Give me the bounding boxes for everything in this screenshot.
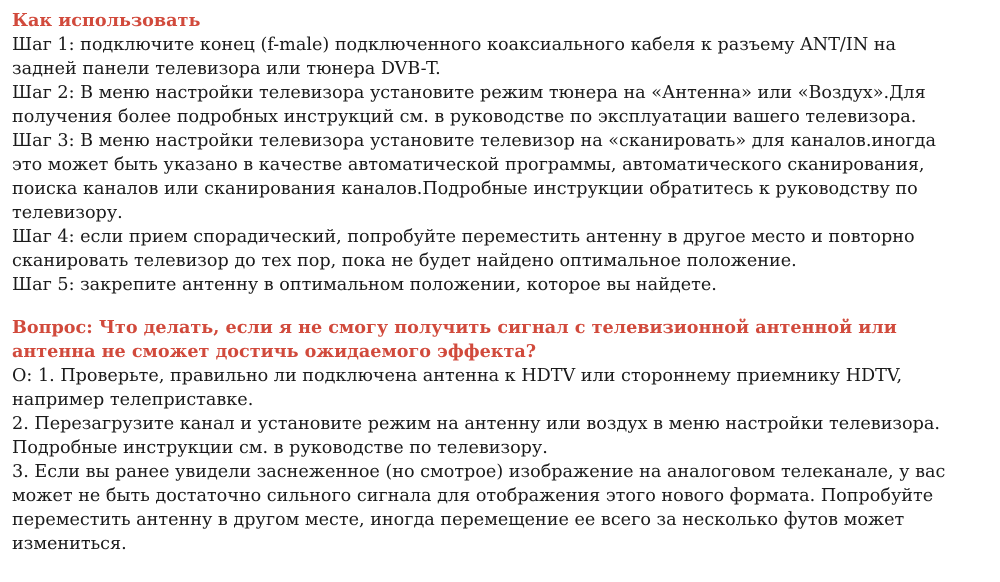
text-line: Шаг 2: В меню настройки телевизора установите режим тюнера на «Антенна» или «Воздух».Для — [12, 83, 926, 103]
section-spacer — [12, 297, 986, 316]
text-line: Шаг 5: закрепите антенну в оптимальном положении, которое вы найдете. — [12, 275, 717, 295]
how-to-use-section — [12, 9, 986, 297]
answer-line: измениться. — [12, 534, 127, 554]
text-line: сканировать телевизор до тех пор, пока не будет найдено оптимальное положение. — [12, 251, 797, 271]
text-line: Шаг 1: подключите конец (f-male) подключенного коаксиального кабеля к разъему ANT/IN на — [12, 35, 897, 55]
answer-line: 2. Перезагрузите канал и установите режим на антенну или воздух в меню настройки телевизора. — [12, 414, 940, 434]
answer-line: например телеприставке. — [12, 390, 254, 410]
text-line: получения более подробных инструкций см. в руководстве по эксплуатации вашего телевизора. — [12, 107, 917, 127]
text-line: Шаг 3: В меню настройки телевизора установите телевизор на «сканировать» для каналов.иногда — [12, 131, 936, 151]
answer-line: 3. Если вы ранее увидели заснеженное (но смотрое) изображение на аналоговом телеканале, у вас — [12, 462, 946, 482]
faq-section — [12, 316, 986, 556]
answer-line: Подробные инструкции см. в руководстве по телевизору. — [12, 438, 548, 458]
text-line: телевизору. — [12, 203, 123, 223]
text-line: задней панели телевизора или тюнера DVB-T. — [12, 59, 441, 79]
question-heading-line: Вопрос: Что делать, если я не смогу получить сигнал с телевизионной антенной или — [12, 317, 897, 338]
answer-line: О: 1. Проверьте, правильно ли подключена антенна к HDTV или стороннему приемнику HDTV, — [12, 366, 903, 386]
answer-line: переместить антенну в другом месте, иногда перемещение ее всего за несколько футов может — [12, 510, 905, 530]
text-line: это может быть указано в качестве автоматической программы, автоматического сканирования, — [12, 155, 925, 175]
answer-line: может не быть достаточно сильного сигнала для отображения этого нового формата. Попробуйте — [12, 486, 934, 506]
question-heading-line: антенна не сможет достичь ожидаемого эффекта? — [12, 341, 537, 362]
text-line: поиска каналов или сканирования каналов.Подробные инструкции обратитесь к руководству по — [12, 179, 918, 199]
section-heading: Как использовать — [12, 10, 201, 31]
text-line: Шаг 4: если прием спорадический, попробуйте переместить антенну в другое место и повторно — [12, 227, 915, 247]
